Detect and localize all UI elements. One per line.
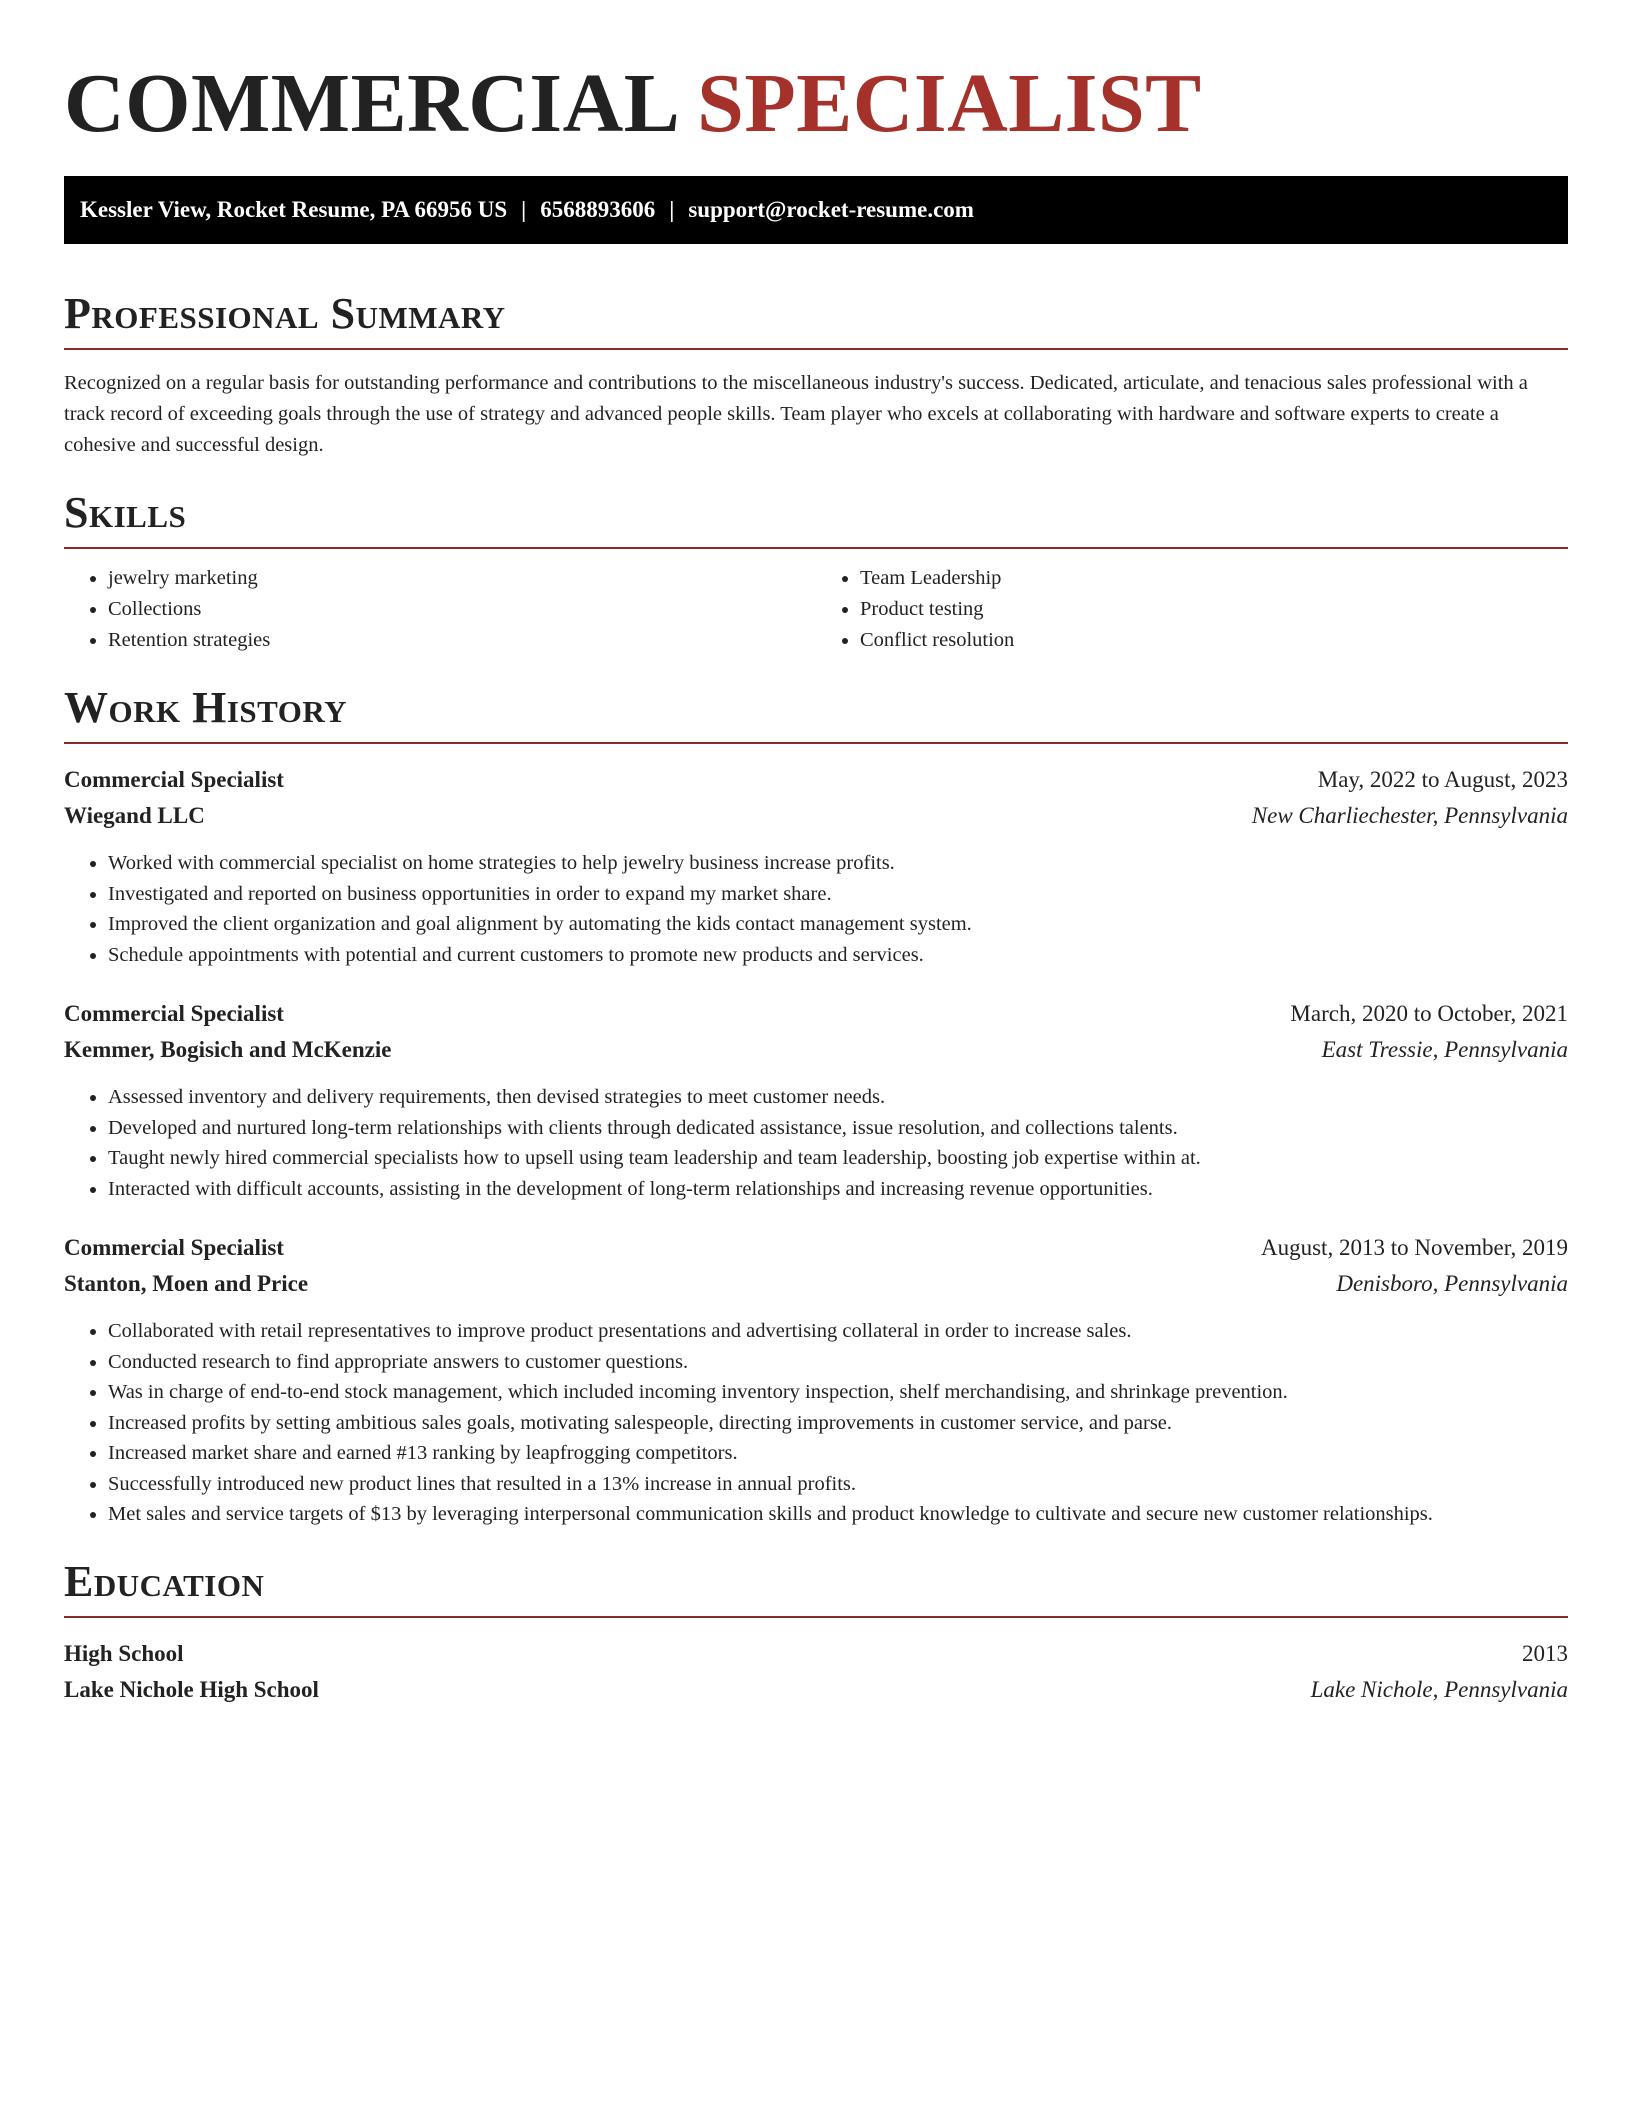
job-title: Commercial Specialist <box>64 1001 284 1026</box>
education-school-row <box>64 1672 1568 1708</box>
job-location: East Tressie, Pennsylvania <box>1321 1037 1568 1062</box>
contact-phone: 6568893606 <box>540 197 656 222</box>
section-divider <box>64 742 1568 744</box>
section-divider <box>64 547 1568 549</box>
job-header-row <box>64 1230 1568 1266</box>
summary-section <box>64 288 1568 461</box>
job-bullet: • Assessed inventory and delivery requirements, then devised strategies to meet customer needs. <box>108 1082 1568 1113</box>
job-entry <box>64 762 1568 970</box>
job-bullet: • Investigated and reported on business opportunities in order to expand my market share. <box>108 879 1568 910</box>
skills-columns <box>64 563 1568 656</box>
contact-bar <box>64 176 1568 244</box>
job-header-row <box>64 996 1568 1032</box>
job-title: Commercial Specialist <box>64 767 284 792</box>
job-bullet: • Met sales and service targets of $13 by leveraging interpersonal communication skills and product knowledge to cultivate and secure new customer relationships. <box>108 1499 1568 1530</box>
job-bullet: • Was in charge of end-to-end stock management, which included incoming inventory inspection, shelf merchandising, and shrinkage prevention. <box>108 1377 1568 1408</box>
job-bullets <box>64 848 1568 970</box>
job-company: Kemmer, Bogisich and McKenzie <box>64 1037 392 1062</box>
section-divider <box>64 1616 1568 1618</box>
job-bullet: • Worked with commercial specialist on home strategies to help jewelry business increase profits. <box>108 848 1568 879</box>
skill-item: • Team Leadership <box>860 563 1568 594</box>
skills-title: Skills <box>64 488 187 537</box>
education-location: Lake Nichole, Pennsylvania <box>1310 1676 1568 1702</box>
skill-item: • Retention strategies <box>108 625 816 656</box>
job-bullet: • Collaborated with retail representatives to improve product presentations and advertising collateral in order to increase sales. <box>108 1316 1568 1347</box>
job-bullet: • Increased market share and earned #13 ranking by leapfrogging competitors. <box>108 1438 1568 1469</box>
job-bullet: • Successfully introduced new product lines that resulted in a 13% increase in annual profits. <box>108 1469 1568 1500</box>
education-header-row <box>64 1636 1568 1672</box>
job-entry <box>64 996 1568 1204</box>
job-header-row <box>64 762 1568 798</box>
job-bullets <box>64 1316 1568 1530</box>
section-divider <box>64 348 1568 350</box>
skill-item: • Product testing <box>860 594 1568 625</box>
contact-email: support@rocket-resume.com <box>688 197 974 222</box>
contact-separator: | <box>669 197 675 222</box>
skills-list-left <box>64 563 816 656</box>
spacer <box>64 1204 1568 1230</box>
job-bullet: • Developed and nurtured long-term relationships with clients through dedicated assistance, issue resolution, and collections talents. <box>108 1113 1568 1144</box>
name-first: COMMERCIAL <box>64 57 676 150</box>
skill-item: • Collections <box>108 594 816 625</box>
work-section <box>64 682 1568 1530</box>
education-degree: High School <box>64 1640 184 1666</box>
education-year: 2013 <box>1522 1640 1568 1666</box>
contact-separator: | <box>521 197 527 222</box>
job-company-row <box>64 1032 1568 1068</box>
education-title: Education <box>64 1556 265 1606</box>
job-location: New Charliechester, Pennsylvania <box>1251 803 1568 828</box>
job-bullet: • Increased profits by setting ambitious sales goals, motivating salespeople, directing improvements in customer service, and parse. <box>108 1408 1568 1439</box>
work-title: Work History <box>64 683 348 732</box>
summary-title: Professional Summary <box>64 289 506 338</box>
job-company-row <box>64 798 1568 834</box>
job-bullet: • Conducted research to find appropriate answers to customer questions. <box>108 1347 1568 1378</box>
job-dates: August, 2013 to November, 2019 <box>1261 1235 1568 1260</box>
job-title: Commercial Specialist <box>64 1235 284 1260</box>
job-company: Stanton, Moen and Price <box>64 1271 309 1296</box>
job-location: Denisboro, Pennsylvania <box>1336 1271 1568 1296</box>
resume-name-heading <box>64 54 1568 154</box>
job-dates: May, 2022 to August, 2023 <box>1317 767 1568 792</box>
job-bullet: • Taught newly hired commercial specialists how to upsell using team leadership and team leadership, boosting job expertise within at. <box>108 1143 1568 1174</box>
summary-text: Recognized on a regular basis for outstanding performance and contributions to the miscellaneous industry's success. Dedicated, articulate, and tenacious sales professional with a track record of exceeding goals through the use of strategy and advanced people skills. Team player who excels at collaborating with hardware and software experts to create a cohesive and successful design. <box>64 372 1528 456</box>
education-entry <box>64 1636 1568 1708</box>
job-bullets <box>64 1082 1568 1204</box>
education-section <box>64 1556 1568 1708</box>
job-dates: March, 2020 to October, 2021 <box>1290 1001 1568 1026</box>
name-last: SPECIALIST <box>697 57 1202 150</box>
contact-address: Kessler View, Rocket Resume, PA 66956 US <box>80 197 508 222</box>
skill-item: • Conflict resolution <box>860 625 1568 656</box>
job-bullet: • Improved the client organization and goal alignment by automating the kids contact management system. <box>108 909 1568 940</box>
job-bullet: • Schedule appointments with potential and current customers to promote new products and services. <box>108 940 1568 971</box>
skill-item: • jewelry marketing <box>108 563 816 594</box>
skills-section <box>64 487 1568 656</box>
education-school: Lake Nichole High School <box>64 1676 319 1702</box>
job-entry <box>64 1230 1568 1530</box>
spacer <box>64 970 1568 996</box>
job-company: Wiegand LLC <box>64 803 205 828</box>
job-bullet: • Interacted with difficult accounts, assisting in the development of long-term relationships and increasing revenue opportunities. <box>108 1174 1568 1205</box>
job-company-row <box>64 1266 1568 1302</box>
skills-list-right <box>816 563 1568 656</box>
